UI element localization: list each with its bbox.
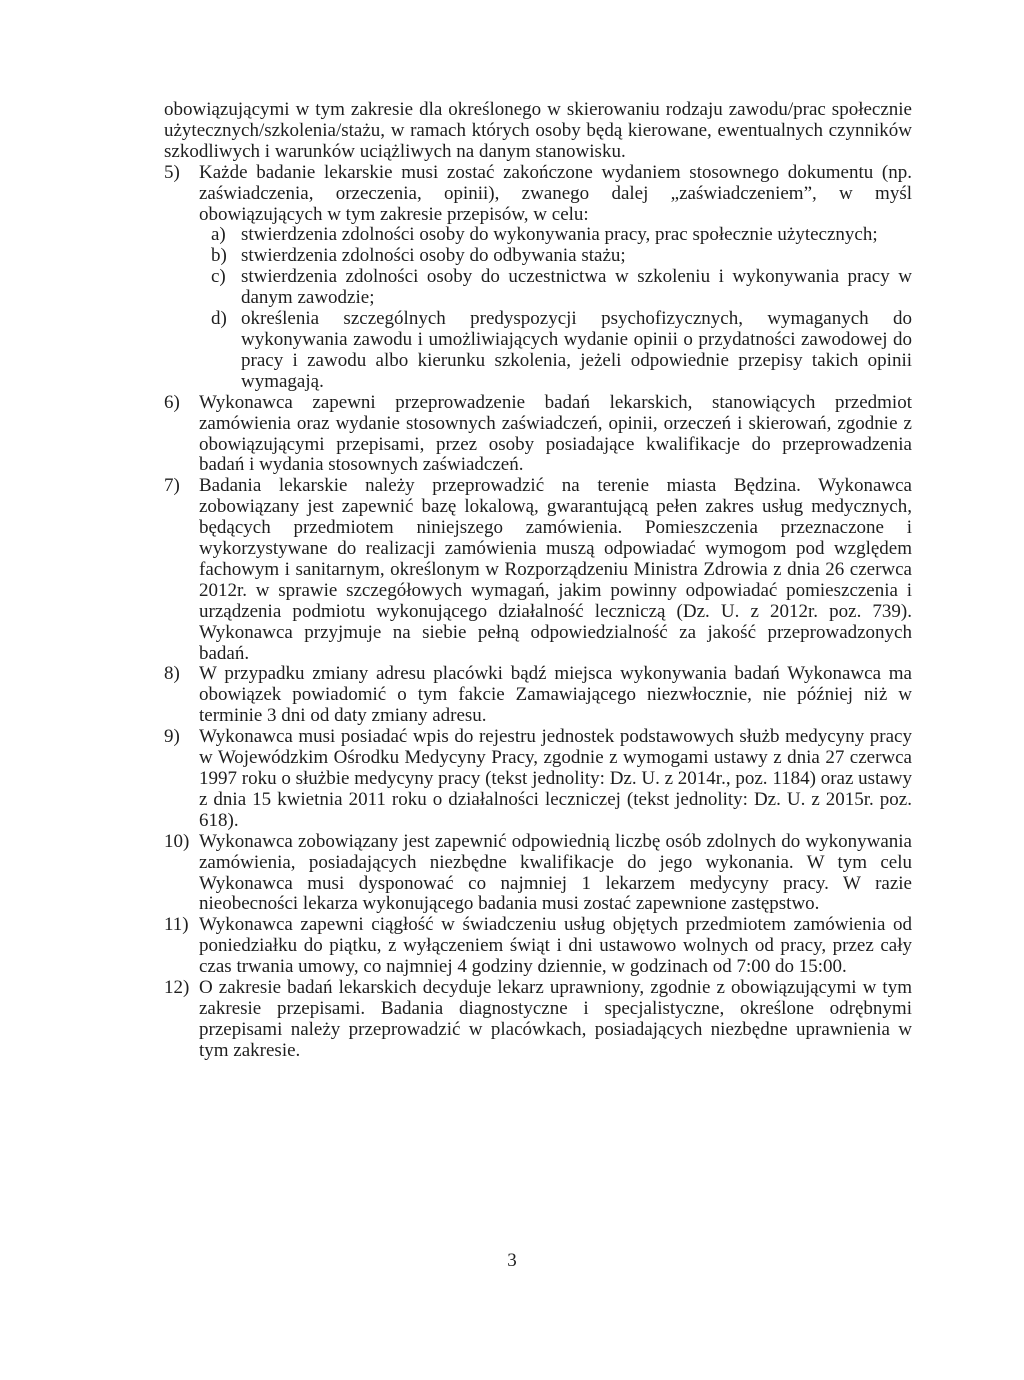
item-text: Wykonawca zapewni ciągłość w świadczeniu usług objętych przedmiotem zamówienia od poniedziałku do piątku, z wyłączeniem świąt i dni ustawowo wolnych od pracy, przez cały czas trwania umowy, co najmniej 4 godziny dziennie, w godzinach od 7:00 do 15:00. [199, 914, 912, 978]
list-item [164, 163, 912, 393]
item-text: Każde badanie lekarskie musi zostać zakończone wydaniem stosownego dokumentu (np. zaświadczenia, orzeczenia, opinii), zwanego dalej „zaświadczeniem”, w myśl obowiązujących w tym zakresie przepisów, w celu: [199, 161, 912, 225]
item-content [199, 163, 912, 393]
item-text: W przypadku zmiany adresu placówki bądź miejsca wykonywania badań Wykonawca ma obowiązek powiadomić o tym fakcie Zamawiającego niezwłocznie, nie później niż w terminie 3 dni od daty zmiany adresu. [199, 663, 912, 727]
sub-item-letter: d) [211, 308, 227, 330]
item-text: Wykonawca musi posiadać wpis do rejestru jednostek podstawowych służb medycyny pracy w Wojewódzkim Ośrodku Medycyny Pracy, zgodnie z wymogami ustawy z dnia 27 czerwca 1997 roku o służbie medycyny pracy (tekst jednolity: Dz. U. z 2014r., poz. 1184) oraz ustawy z dnia 15 kwietnia 2011 roku o działalności leczniczej (tekst jednolity: Dz. U. z 2015r. poz. 618). [199, 726, 912, 831]
item-number: 5) [164, 161, 180, 183]
sub-list-item [211, 309, 912, 393]
sub-item-letter: a) [211, 224, 226, 246]
sub-item-letter: b) [211, 245, 227, 267]
sub-list-item [211, 267, 912, 309]
sub-item-text: stwierdzenia zdolności osoby do uczestnictwa w szkoleniu i wykonywania pracy w danym zawodzie; [241, 266, 912, 309]
list-item [164, 978, 912, 1062]
item-number: 12) [164, 977, 190, 999]
item-text: Wykonawca zapewni przeprowadzenie badań lekarskich, stanowiących przedmiot zamówienia oraz wydanie stosownych zaświadczeń, opinii, orzeczeń i skierowań, zgodnie z obowiązującymi przepisami, przez osoby posiadające kwalifikacje do przeprowadzenia badań i wydania stosownych zaświadczeń. [199, 391, 912, 476]
item-number: 11) [164, 914, 189, 936]
list-item [164, 476, 912, 664]
item-text: O zakresie badań lekarskich decyduje lekarz uprawniony, zgodnie z obowiązującymi w tym zakresie przepisami. Badania diagnostyczne i specjalistyczne, określone odrębnymi przepisami należy przeprowadzić w placówkach, posiadających niezbędne uprawnienia w tym zakresie. [199, 977, 912, 1061]
item-number: 10) [164, 830, 190, 852]
list-item [164, 393, 912, 477]
item-text: Badania lekarskie należy przeprowadzić na terenie miasta Będzina. Wykonawca zobowiązany jest zapewnić bazę lokalową, gwarantującą pełen zakres usług medycznych, będących przedmiotem niniejszego zamówienia. Pomieszczenia przeznaczone i wykorzystywane do realizacji zamówienia muszą odpowiadać wymogom pod względem fachowym i sanitarnym, określonym w Rozporządzeniu Ministra Zdrowia z dnia 26 czerwca 2012r. w sprawie szczegółowych wymagań, jakim powinny odpowiadać pomieszczenia i urządzenia podmiotu wykonującego działalność leczniczą (Dz. U. z 2012r. poz. 739). Wykonawca przyjmuje na siebie pełną odpowiedzialność za jakość przeprowadzonych badań. [199, 475, 912, 664]
sub-item-letter: c) [211, 266, 226, 288]
sub-list-item [211, 246, 912, 267]
item-number: 8) [164, 663, 180, 685]
sub-item-text: stwierdzenia zdolności osoby do wykonywania pracy, prac społecznie użytecznych; [241, 224, 878, 246]
list-item [164, 727, 912, 832]
item-number: 6) [164, 391, 180, 413]
page-number: 3 [507, 1250, 517, 1271]
item-number: 9) [164, 726, 180, 748]
intro-paragraph: obowiązującymi w tym zakresie dla określonego w skierowaniu rodzaju zawodu/prac społecznie użytecznych/szkolenia/stażu, w ramach których osoby będą kierowane, ewentualnych czynników szkodliwych i warunków uciążliwych na danym stanowisku. [164, 99, 912, 162]
list-item [164, 915, 912, 978]
item-number: 7) [164, 475, 180, 497]
item-text: Wykonawca zobowiązany jest zapewnić odpowiednią liczbę osób zdolnych do wykonywania zamówienia, posiadających niezbędne kwalifikacje do jego wykonania. W tym celu Wykonawca musi dysponować co najmniej 1 lekarzem medycyny pracy. W razie nieobecności lekarza wykonującego badania musi zostać zapewnione zastępstwo. [199, 830, 912, 915]
sub-item-text: stwierdzenia zdolności osoby do odbywania stażu; [241, 245, 626, 267]
list-item [164, 664, 912, 727]
document-body [164, 100, 912, 1062]
sub-list-item [211, 225, 912, 246]
sub-item-text: określenia szczególnych predyspozycji psychofizycznych, wymaganych do wykonywania zawodu i umożliwiających wydanie opinii o przydatności zawodowej do pracy i zawodu albo kierunku szkolenia, jeżeli odpowiednie przepisy takich opinii wymagają. [241, 308, 912, 392]
list-item [164, 832, 912, 916]
sub-list [211, 225, 912, 392]
